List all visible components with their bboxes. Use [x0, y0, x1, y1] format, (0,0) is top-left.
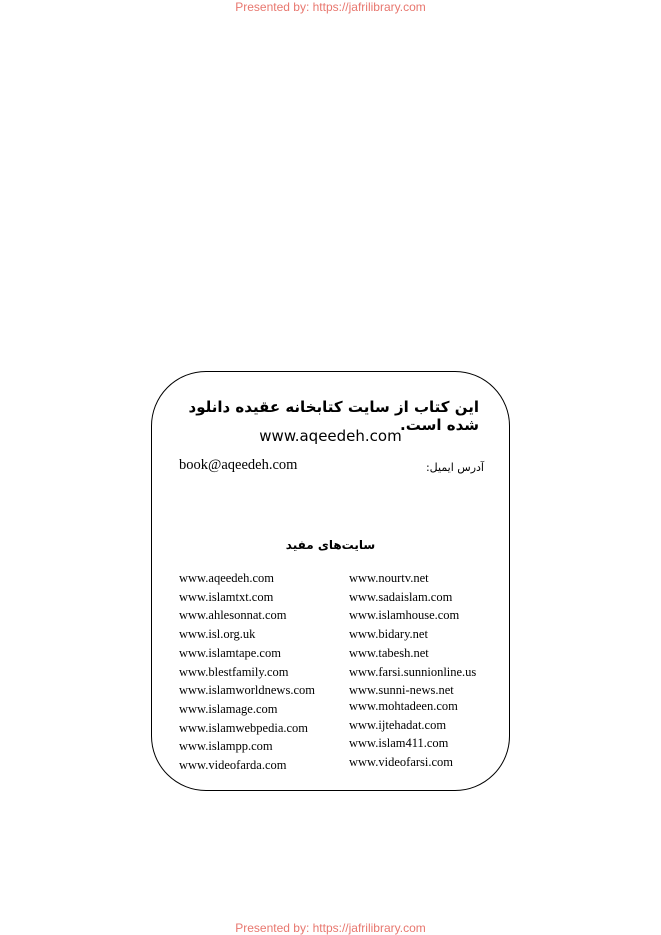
sites-list-left	[179, 569, 315, 775]
site-link[interactable]: www.ijtehadat.com	[349, 717, 447, 732]
site-link[interactable]: www.islamwebpedia.com	[179, 720, 309, 735]
site-link[interactable]: www.islamage.com	[179, 701, 278, 716]
site-link[interactable]: www.sunni-news.net	[349, 683, 454, 698]
site-link[interactable]: www.isl.org.uk	[179, 627, 256, 642]
site-link[interactable]: www.islamhouse.com	[349, 608, 460, 623]
site-link[interactable]: www.ahlesonnat.com	[179, 608, 287, 623]
site-link[interactable]: www.islamtape.com	[179, 645, 281, 660]
watermark-bottom: Presented by: https://jafrilibrary.com	[235, 921, 426, 935]
email-label: آدرس ایمیل:	[425, 461, 484, 474]
site-link[interactable]: www.islamtxt.com	[179, 589, 274, 604]
site-link[interactable]: www.tabesh.net	[349, 645, 429, 660]
site-link[interactable]: www.islampp.com	[179, 739, 273, 754]
info-card	[151, 371, 510, 791]
site-link[interactable]: www.nourtv.net	[349, 571, 429, 585]
site-link[interactable]: www.sadaislam.com	[349, 589, 453, 604]
download-notice: این کتاب از سایت کتابخانه عقیده دانلود شده است.	[188, 398, 479, 434]
site-link[interactable]: www.videofarsi.com	[349, 755, 454, 770]
website-link[interactable]: www.aqeedeh.com	[259, 427, 402, 445]
site-link[interactable]: www.videofarda.com	[179, 758, 287, 773]
sites-list-right	[349, 569, 476, 772]
email-address[interactable]: book@aqeedeh.com	[179, 457, 298, 473]
watermark-top: Presented by: https://jafrilibrary.com	[235, 0, 426, 14]
site-link[interactable]: www.islamworldnews.com	[179, 683, 315, 698]
site-link[interactable]: www.islam411.com	[349, 736, 449, 751]
site-link[interactable]: www.blestfamily.com	[179, 664, 289, 679]
useful-sites-title: سایت‌های مفید	[285, 538, 376, 552]
site-link[interactable]: www.aqeedeh.com	[179, 571, 274, 585]
site-link[interactable]: www.bidary.net	[349, 627, 428, 642]
site-link[interactable]: www.farsi.sunnionline.us	[349, 664, 477, 679]
site-link[interactable]: www.mohtadeen.com	[349, 698, 458, 713]
